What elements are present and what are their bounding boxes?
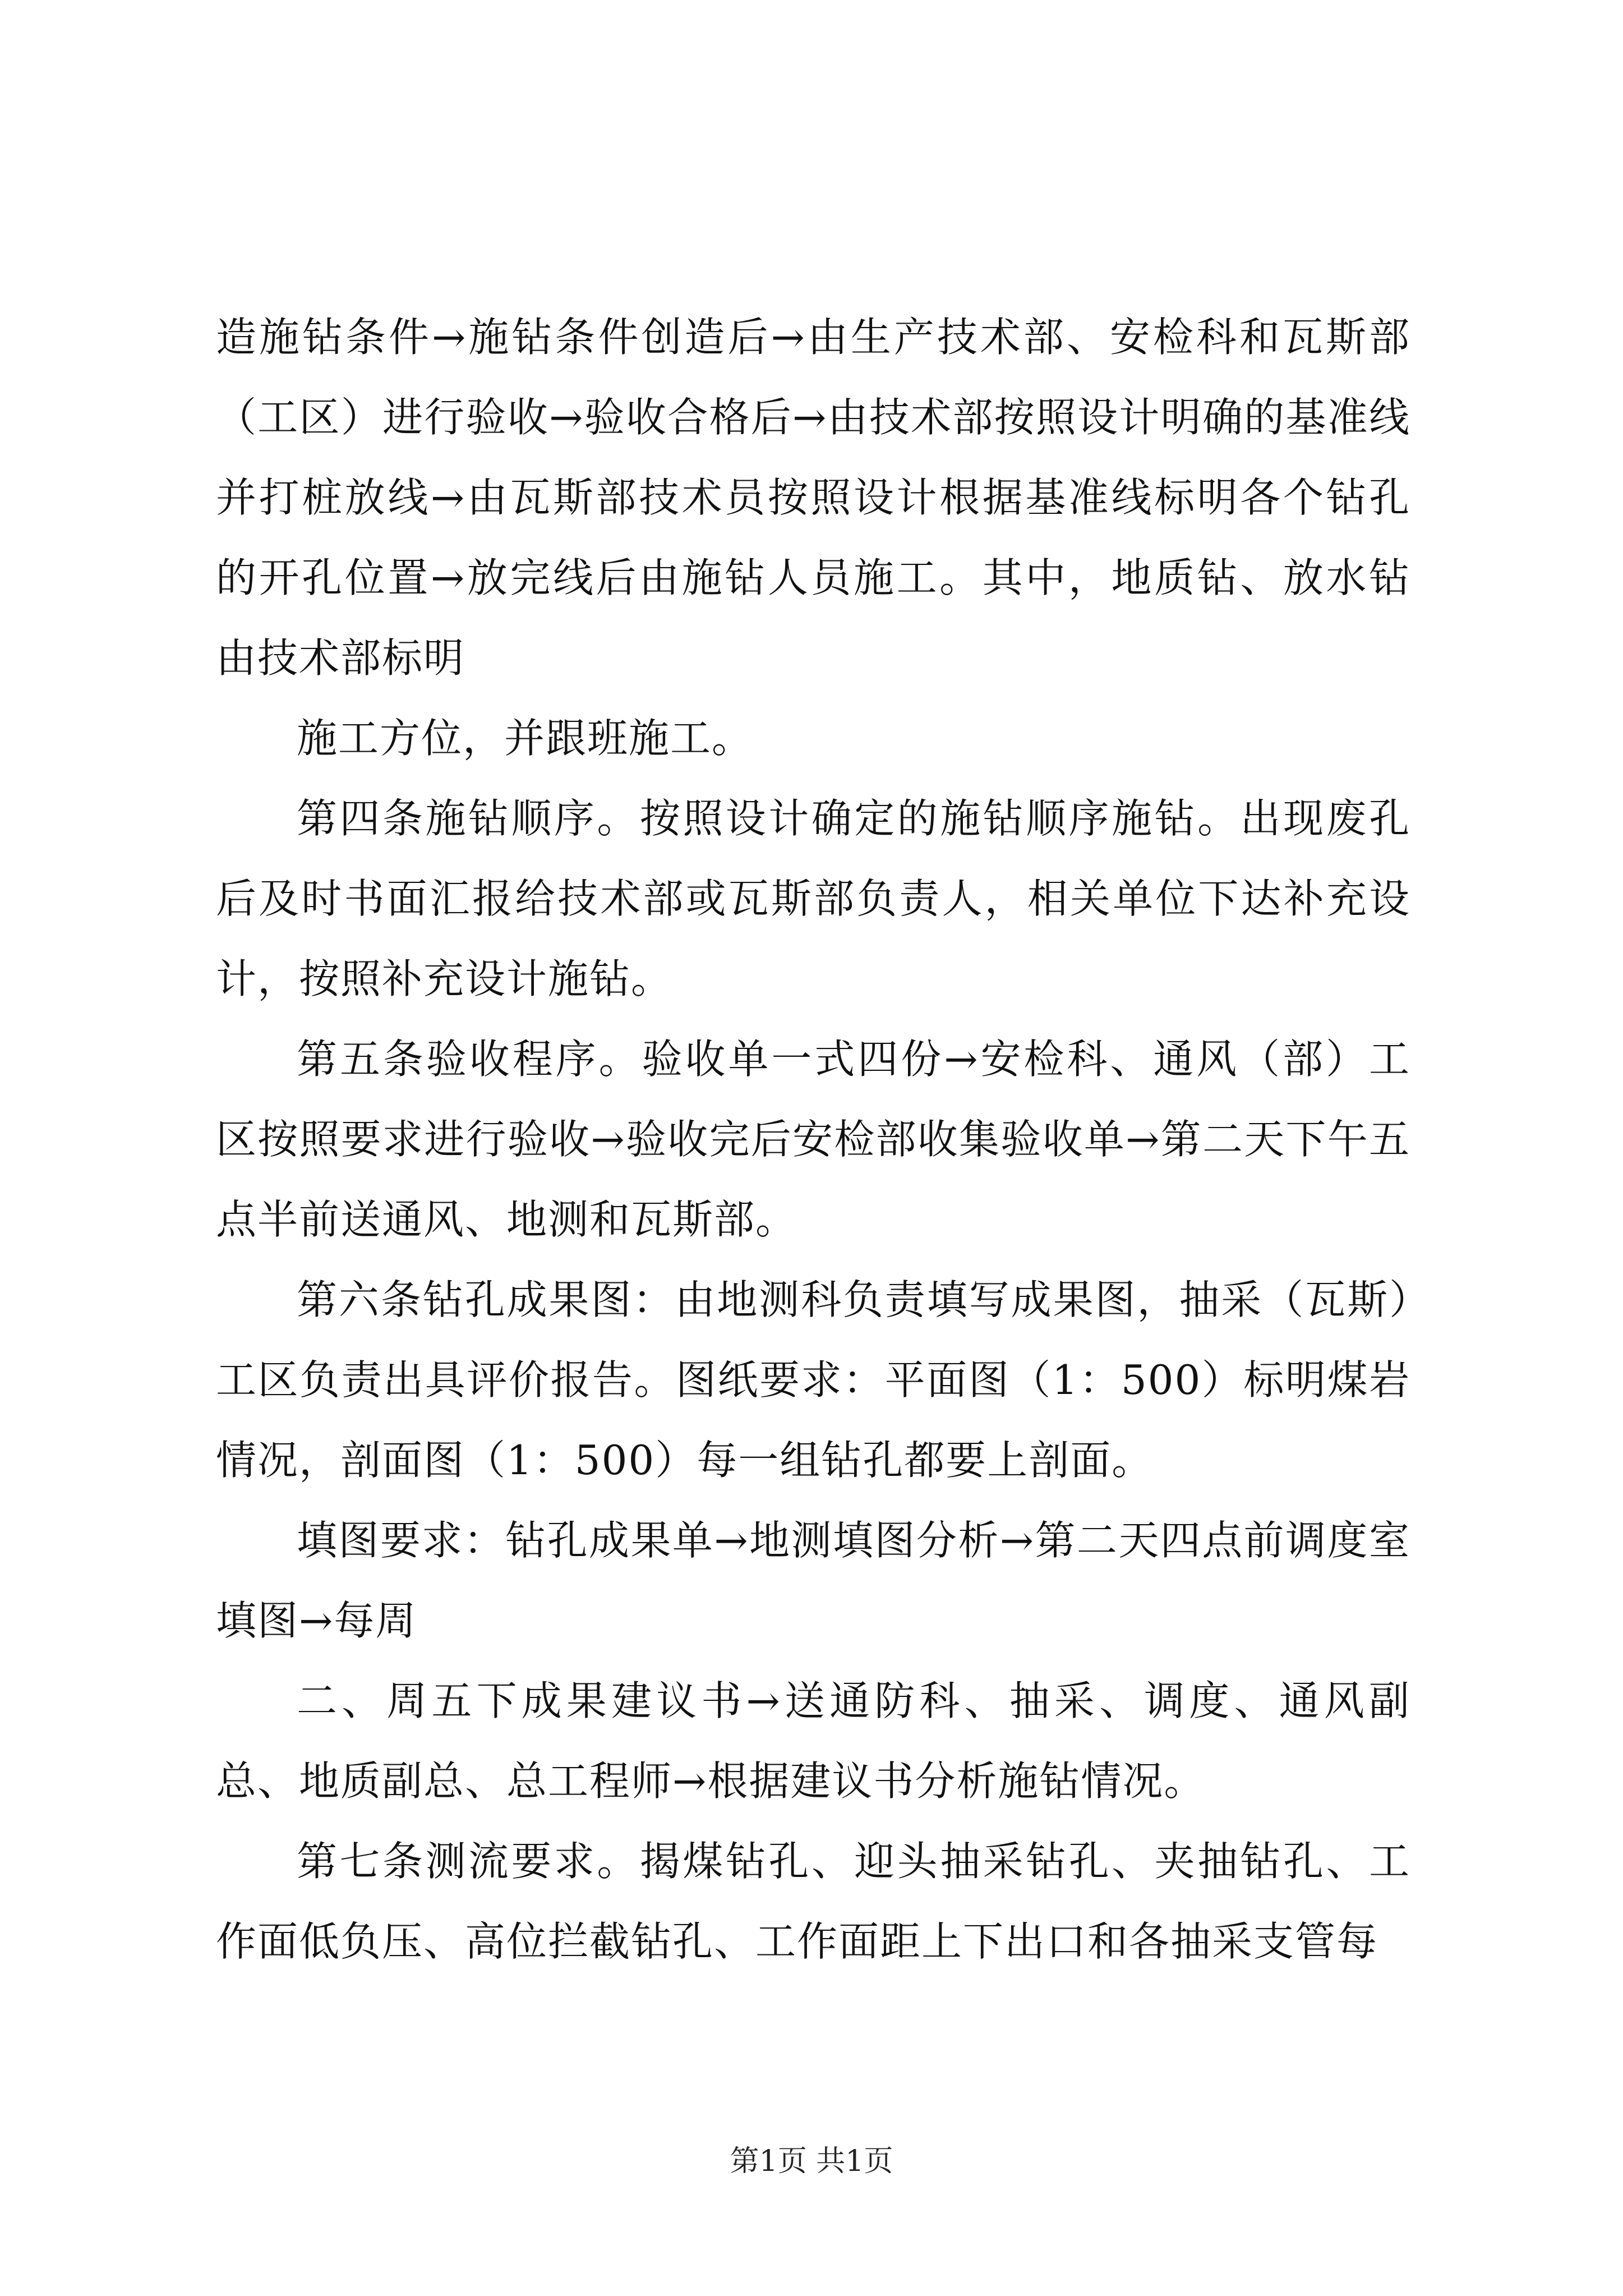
paragraph-6: 填图要求：钻孔成果单→地测填图分析→第二天四点前调度室填图→每周 [216,1517,1410,1644]
paragraph-7: 二、周五下成果建议书→送通防科、抽采、调度、通风副总、地质副总、总工程师→根据建议书分析施钻情况。 [216,1677,1410,1805]
page-footer: 第1页 共1页 [730,2145,893,2178]
paragraph-1: 造施钻条件→施钻条件创造后→由生产技术部、安检科和瓦斯部（工区）进行验收→验收合格后→由技术部按照设计明确的基准线并打桩放线→由瓦斯部技术员按照设计根据基准线标明各个钻孔的开孔位置→放完线后由施钻人员施工。其中，地质钻、放水钻由技术部标明 [216,314,1410,682]
body-text [216,297,1410,1982]
paragraph-8: 第七条测流要求。揭煤钻孔、迎头抽采钻孔、夹抽钻孔、工作面低负压、高位拦截钻孔、工作面距上下出口和各抽采支管每 [216,1838,1410,1965]
paragraph-4: 第五条验收程序。验收单一式四份→安检科、通风（部）工区按照要求进行验收→验收完后安检部收集验收单→第二天下午五点半前送通风、地测和瓦斯部。 [216,1036,1410,1243]
paragraph-2: 施工方位，并跟班施工。 [297,715,754,762]
paragraph-3: 第四条施钻顺序。按照设计确定的施钻顺序施钻。出现废孔后及时书面汇报给技术部或瓦斯部负责人，相关单位下达补充设计，按照补充设计施钻。 [216,795,1410,1002]
paragraph-5: 第六条钻孔成果图：由地测科负责填写成果图，抽采（瓦斯）工区负责出具评价报告。图纸要求：平面图（1：500）标明煤岩情况，剖面图（1：500）每一组钻孔都要上剖面。 [216,1276,1410,1484]
